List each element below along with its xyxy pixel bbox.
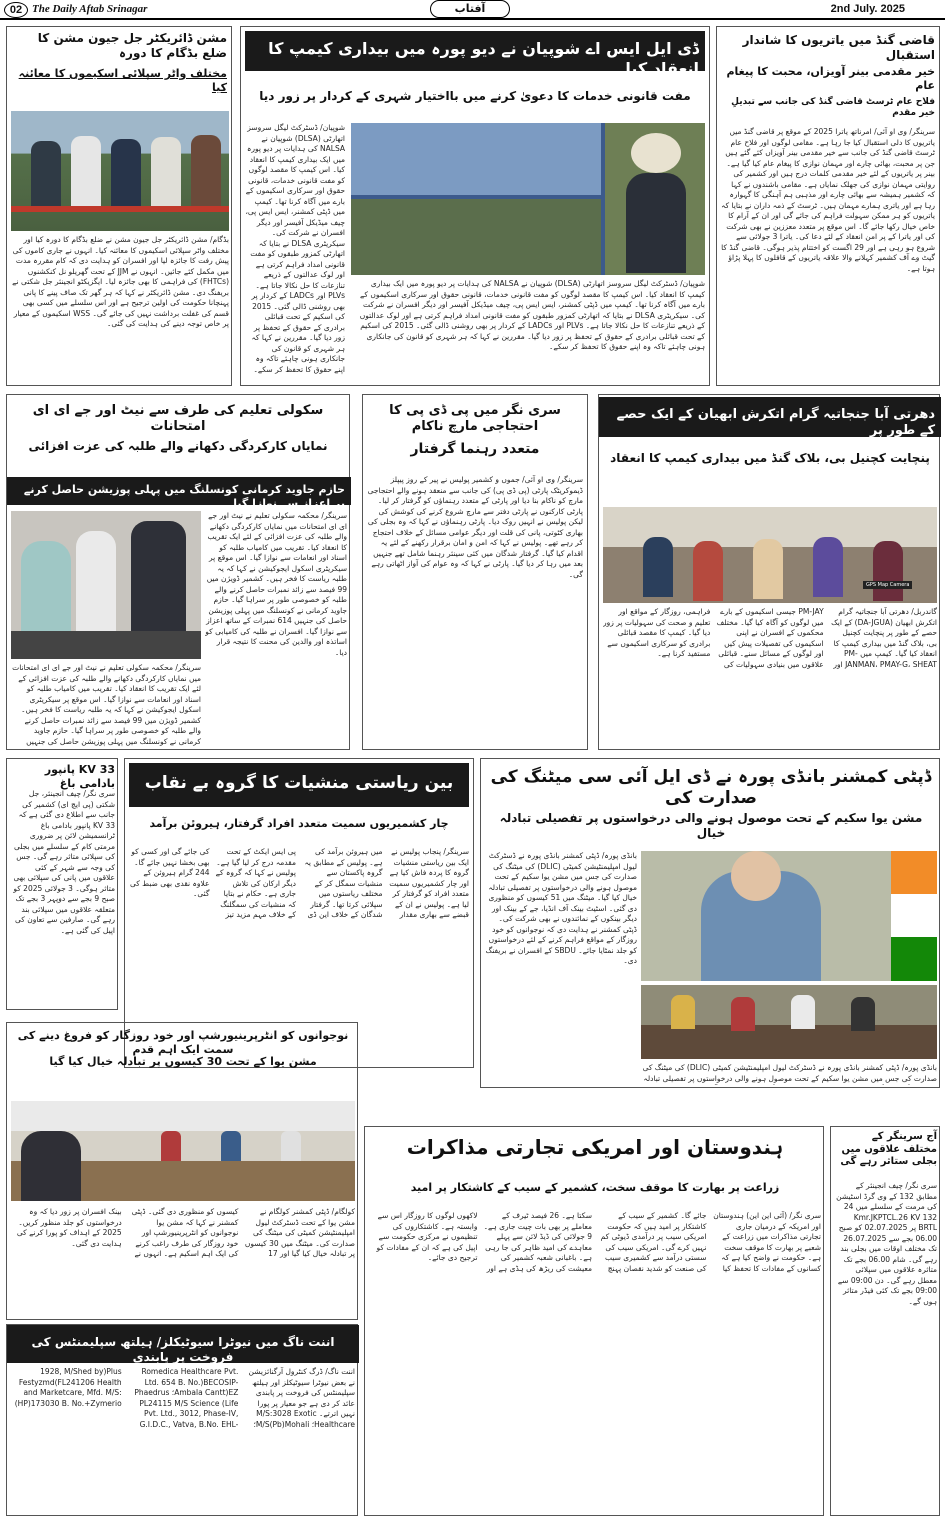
subheadline: چار کشمیریوں سمیت متعدد افراد گرفتار، ہیروئن برآمد [149, 817, 449, 830]
headline: قاضی گنڈ میں یاتریوں کا شاندار استقبال [742, 33, 935, 62]
subheadline: مفت قانونی خدمات کا دعویٰ کرنے میں بااختیار شہری کے کردار پر زور دیا [259, 89, 691, 103]
subheadline: پنچایت کچنیل بی، بلاک گنڈ میں بیداری کیمپ کا انعقاد [610, 451, 930, 465]
article-33kv [6, 758, 118, 1010]
article-mission-yuva [6, 1022, 358, 1320]
article-school-education [6, 394, 350, 750]
article-body: بانڈی پورہ/ ڈپٹی کمشنر بانڈی پورہ نے ڈسٹرکٹ لیول امپلیمنٹیشن کمیٹی (DLIC) کی میٹنگ کی صدارت کی جس میں مشن یوا سکیم کے تحت موصول ہونے والی درخواستوں پر تفصیلی تبادلہ خیال کیا گیا۔ میٹنگ میں 51 کیسوں کو منظوری دی گئی۔ اسٹیٹ بینک آف انڈیا، جے کے بینک اور دیگر بینکوں کے نمائندوں نے بھی شرکت کی۔ ڈپٹی کمشنر نے ہدایت دی کہ نوجوانوں کو خود روزگار کے مواقع فراہم کرنے کے لئے درخواستوں کو جلد نمٹایا جائے۔ SBDU کے افسران نے بریفنگ دی۔ [485, 851, 637, 965]
subheadline: مشن یوا کے تحت 30 کیسوں پر تبادلہ خیال کیا گیا [49, 1055, 317, 1068]
article-body: سرینگر/ پنجاب پولیس نے ایک بین ریاستی منشیات گروہ کا پردہ فاش کیا ہے اور چار کشمیریوں سمیت متعدد افراد کو گرفتار کر لیا ہے۔ پولیس نے ان کے قبضے سے بھاری مقدار میں ہیروئن برآمد کی ہے۔ پولیس کے مطابق یہ گروہ پاکستان سے منشیات سمگل کر کے مختلف ریاستوں میں سپلائی کرتا تھا۔ گرفتار شدگان کے خلاف این ڈی پی ایس ایکٹ کے تحت مقدمہ درج کر لیا گیا ہے۔ پولیس نے کہا کہ گروہ کے دیگر ارکان کی تلاش جاری ہے۔ حکام نے بتایا کہ منشیات کی سمگلنگ کے خلاف مہم مزید تیز کی جائے گی اور کسی کو بھی بخشا نہیں جائے گا۔ 244 گرام ہیروئن کے علاوہ نقدی بھی ضبط کی گئی۔ [129, 847, 469, 919]
news-photo [11, 511, 201, 659]
article-body: بڈگام/ مشن ڈائریکٹر جل جیون مشن نے ضلع بڈگام کا دورہ کیا اور مختلف واٹر سپلائی اسکیموں کا معائنہ کیا۔ انہوں نے جاری کاموں کی پیش رفت کا جائزہ لیا اور افسران کو ہدایت دی کہ کام مقررہ مدت میں مکمل کئے جائیں۔ انہوں نے JJM کے تحت گھریلو نل کنکشنوں (FHTCs) کی فراہمی کا بھی جائزہ لیا۔ ایگزیکٹو انجینئر جل شکتی نے بریفنگ دی۔ مشن ڈائریکٹر نے کہا کہ ہر گھر تک صاف پینے کا پانی پہنچانا حکومت کی اولین ترجیح ہے اور اس سلسلے میں کسی بھی قسم کی غفلت برداشت نہیں کی جائے گی۔ WSS اسکیموں کے معیار پر خاص توجہ دینے کی ہدایت کی گئی۔ [12, 235, 229, 328]
news-photo [603, 507, 937, 603]
headline-2: حازم جاوید کرمانی کونسلنگ میں پہلی پوزیشن حاصل کرنے پر اعزاز سے نوازا گیا [7, 477, 351, 505]
article-body: کولگام/ ڈپٹی کمشنر کولگام نے مشن یوا کے تحت ڈسٹرکٹ لیول امپلیمنٹیشن کمیٹی کی میٹنگ کی صدارت کی۔ میٹنگ میں 30 کیسوں پر تبادلہ خیال کیا گیا اور 17 کیسوں کو منظوری دی گئی۔ ڈپٹی کمشنر نے کہا کہ مشن یوا نوجوانوں کو انٹرپرینیورشپ اور خود روزگار کی طرف راغب کرنے کی ایک اہم اسکیم ہے۔ انہوں نے بینک افسران پر زور دیا کہ وہ درخواستوں کو جلد منظور کریں۔ 2025 کے اہداف کو پورا کرنے کی ہدایت دی گئی۔ [16, 1207, 355, 1258]
article-bandipora-dlic [480, 758, 940, 1088]
headline: اننت ناگ میں نیوٹرا سیوٹیکلز/ ہیلتھ سپلیمنٹس کی فروخت پر پابندی [7, 1325, 359, 1363]
meeting-photo [11, 1101, 355, 1201]
headline: سری نگر میں پی ڈی پی کا احتجاجی مارچ ناکام [389, 403, 561, 435]
article-body: سرینگر/ محکمہ سکولی تعلیم نے نیٹ اور جے ای ای امتحانات میں نمایاں کارکردگی دکھانے والے طلبہ کی عزت افزائی کے لئے ایک تقریب کا انعقاد کیا۔ تقریب میں کامیاب طلبہ کو اسناد اور انعامات سے نوازا گیا۔ اس موقع پر سیکریٹری اسکول ایجوکیشن نے کہا کہ یہ طلبہ ریاست کا فخر ہیں۔ کشمیر ڈویژن میں 99 فیصد سے زائد نمبرات حاصل کرنے والے طلبہ کو خصوصی طور پر سراہا گیا۔ حازم جاوید کرمانی نے کونسلنگ میں پہلی پوزیشن حاصل کی جنہیں 614 نمبرات کے ساتھ اعزاز سے نوازا گیا۔ افسران نے طلبہ کی کامیابی کو اساتذہ اور والدین کی محنت کا نتیجہ قرار دیا۔ [205, 511, 347, 657]
article-body: سری نگر/ (آئی این این) ہندوستان اور امریکہ کے درمیان جاری تجارتی مذاکرات میں زراعت کے شعبے پر بھارت کا موقف سخت ہے۔ حکومت نے واضح کیا ہے کہ کسانوں کے مفادات کا تحفظ کیا جائے گا۔ کشمیر کے سیب کے کاشتکار پر امید ہیں کہ حکومت امریکی سیب پر درآمدی ڈیوٹی کم نہیں کرے گی۔ امریکی سیب کی سستی درآمد سے کشمیری سیب کی صنعت کو شدید نقصان پہنچ سکتا ہے۔ 26 فیصد ٹیرف کے معاملے پر بھی بات چیت جاری ہے۔ 9 جولائی کی ڈیڈ لائن سے پہلے معاہدے کی امید ظاہر کی جا رہی ہے۔ باغبانی شعبہ کشمیر کی معیشت کی ریڑھ کی ہڈی ہے اور لاکھوں لوگوں کا روزگار اس سے وابستہ ہے۔ کاشتکاروں کی تنظیموں نے مرکزی حکومت سے اپیل کی ہے کہ ان کے مفادات کو ترجیح دی جائے۔ [376, 1211, 821, 1273]
headline: بین ریاستی منشیات کا گروہ بے نقاب [129, 763, 469, 807]
headline: دھرتی آبا جنجاتیہ گرام اتکرش ابھیان کے ایک حصے کے طور پر [599, 397, 941, 437]
article-dlsa-shopian [240, 26, 710, 386]
subheadline: مختلف واٹر سپلائی اسکیموں کا معائنہ کیا [18, 67, 227, 94]
headline: نوجوانوں کو انٹرپرینیورشپ اور خود روزگار کو فروغ دینے کی سمت ایک اہم قدم [17, 1029, 349, 1056]
news-photo [641, 851, 937, 981]
article-pdp-march [362, 394, 588, 750]
article-body: گاندربل/ دھرتی آبا جنجاتیہ گرام اتکرش ابھیان (DA-JGUA) کے ایک حصے کے طور پر پنچایت کچنیل بی، بلاک گنڈ میں بیداری کیمپ کا انعقاد کیا گیا۔ کیمپ میں PM-JANMAN، PMAY-G، SHEAT اور PM-JAY جیسی اسکیموں کے بارے میں لوگوں کو آگاہ کیا گیا۔ مختلف محکموں کے افسران نے اپنی اسکیموں کی تفصیلات پیش کیں اور لوگوں کے مسائل سنے۔ قبائلی علاقوں میں بنیادی سہولیات کی فراہمی، روزگار کے مواقع اور تعلیم و صحت کی سہولیات پر زور دیا گیا۔ کیمپ کا مقصد قبائلی برادری کو سرکاری اسکیموں سے مستفید کرنا ہے۔ [603, 607, 937, 669]
headline: سکولی تعلیم کی طرف سے نیٹ اور جے ای ای امتحانات [32, 403, 324, 435]
headline: ڈی ایل ایس اے شوپیان نے دیو پورہ میں بیداری کیمپ کا انعقاد کیا [245, 31, 705, 71]
headline: مشن ڈائریکٹر جل جیون مشن کا ضلع بڈگام کا دورہ [37, 31, 227, 60]
subheadline: نمایاں کارکردگی دکھانے والے طلبہ کی عزت افزائی [28, 439, 328, 453]
article-jal-jeevan [6, 26, 232, 386]
photo-watermark: GPS Map Camera [863, 581, 912, 589]
article-power-cut [830, 1126, 940, 1516]
paper-name: The Daily Aftab Srinagar [32, 3, 148, 15]
article-body: سری نگر/ چیف انجینئر کے مطابق 132 کے وی گرڈ اسٹیشن کی مرمت کے سلسلے میں 24 132 Kmr.JKPTCL.26 KV BRTL پر 02.07.2025 کو صبح 06.00 بجے سے 26.07.2025 تک مختلف اوقات میں بجلی بند رہے گی۔ شام 06.00 بجے تک متاثرہ علاقوں میں سپلائی معطل رہے گی۔ دن 09:00 سے 09:00 بجے تک کئی فیڈر متاثر ہوں گے۔ [836, 1181, 937, 1306]
subheadline: متعدد رہنما گرفتار [410, 441, 540, 457]
subheadline: خیر مقدمی بینر آویزاں، محبت کا پیغام عام [726, 65, 935, 92]
headline: 33 KV پانپور بادامی باغ [44, 763, 115, 790]
paper-logo: آفتاب [430, 0, 510, 18]
article-body: سرینگر/ وی او آئی/ امرناتھ یاترا 2025 کے موقع پر قاضی گنڈ میں یاتریوں کا دلی استقبال کیا جا رہا ہے۔ مقامی لوگوں اور فلاح عام ٹرسٹ قاضی گنڈ کی جانب سے خیر مقدمی بینر آویزاں کئے گئے ہیں جن پر محبت، بھائی چارے اور مہمان نوازی کا پیغام عام کیا گیا ہے۔ بینر پر یاتریوں کے لئے خیر مقدمی کلمات درج ہیں اور کشمیر کی روایتی مہمان نوازی کی جھلک نمایاں ہے۔ مقامی باشندوں نے کہا کہ کشمیر ہمیشہ سے بھائی چارے اور مذہبی ہم آہنگی کا گہوارہ رہا ہے اور یاتری ہمارے مہمان ہیں۔ ٹرسٹ کے ذمہ داران نے بتایا کہ یاتریوں کو ہر ممکن سہولت فراہم کی جائے گی اور ان کے آرام کا خاص خیال رکھا جائے گا۔ اس موقع پر متعدد معززین نے بھی شرکت کی اور یاترا کے پر امن انعقاد کے لئے دعا کی۔ یاترا 3 جولائی سے شروع ہو رہی ہے اور 29 اگست کو اختتام پذیر ہوگی۔ قاضی گنڈ کا گیٹ وے آف کشمیر کہلانے والا علاقہ یاتریوں کے قافلوں کا پہلا پڑاؤ ہوتا ہے۔ [721, 127, 935, 273]
article-body: سرینگر/ وی او آئی/ جموں و کشمیر پولیس نے پیر کے روز پیپلز ڈیموکریٹک پارٹی (پی ڈی پی) کی جانب سے منعقد ہونے والے احتجاجی مارچ کو ناکام بنا دیا اور پارٹی کے متعدد رہنماؤں کو گرفتار کر لیا۔ پارٹی کارکنوں نے پارٹی دفتر سے مارچ شروع کرنے کی کوشش کی لیکن پولیس نے انہیں روک دیا۔ پارٹی رہنماؤں نے کہا کہ وہ بجلی کی بھاری کٹوتی، پانی کی قلت اور دیگر عوامی مسائل کے خلاف احتجاج کر رہے تھے۔ پولیس نے کہا کہ امن و امان برقرار رکھنے کے لئے یہ اقدام کیا گیا۔ گرفتار شدگان میں کئی سینئر رہنما شامل تھے جنہیں بعد میں رہا کر دیا گیا۔ پارٹی نے کہا کہ وہ عوام کی آواز اٹھاتی رہے گی۔ [367, 475, 583, 579]
page-number: 02 [4, 2, 28, 18]
article-body: سری نگر/ چیف انجینئر، جل شکتی (پی ایچ ای) کشمیر کی جانب سے اطلاع دی گئی ہے کہ 33 KV پانپور بادامی باغ ٹرانسمیشن لائن پر ضروری مرمتی کام کے سلسلے میں بجلی کی سپلائی متاثر رہے گی۔ جس کی وجہ سے شہر کے کئی علاقوں میں پانی کی سپلائی بھی متاثر ہوگی۔ 3 جولائی 2025 کو صبح 9 بجے سے دوپہر 3 بجے تک متعلقہ علاقوں میں سپلائی بند رہے گی۔ صارفین سے تعاون کی اپیل کی گئی ہے۔ [13, 789, 115, 935]
issue-date: 2nd July. 2025 [830, 3, 905, 15]
article-da-jgua-camp [598, 394, 940, 750]
headline: ڈپٹی کمشنر بانڈی پورہ نے ڈی ایل آئی سی میٹنگ کی صدارت کی [490, 767, 932, 809]
article-body-continued: سرینگر/ محکمہ سکولی تعلیم نے نیٹ اور جے ای ای امتحانات میں نمایاں کارکردگی دکھانے والے طلبہ کی عزت افزائی کے لئے ایک تقریب کا انعقاد کیا۔ تقریب میں کامیاب طلبہ کو اسناد اور انعامات سے نوازا گیا۔ اس موقع پر سیکریٹری اسکول ایجوکیشن نے کہا کہ یہ طلبہ ریاست کا فخر ہیں۔ کشمیر ڈویژن میں 99 فیصد سے زائد نمبرات حاصل کرنے والے طلبہ کو خصوصی طور پر سراہا گیا۔ حازم جاوید کرمانی نے کونسلنگ میں پہلی پوزیشن حاصل کی جنہیں [12, 663, 201, 746]
photo-caption: بانڈی پورہ/ ڈپٹی کمشنر بانڈی پورہ نے ڈسٹرکٹ لیول امپلیمنٹیشن کمیٹی (DLIC) کی میٹنگ کی صدارت کی جس میں مشن یوا سکیم کے تحت موصول ہونے والی درخواستوں پر تفصیلی تبادلہ [642, 1063, 937, 1083]
article-body: اننت ناگ/ ڈرگ کنٹرول آرگنائزیشن نے بعض نیوٹرا سیوٹیکلز اور ہیلتھ سپلیمنٹس کی فروخت پر پابندی عائد کر دی ہے جو معیار پر پورا نہیں اترتے۔ M/S:3028 Exotic Healthcare؛ M/S(Pb)Mohali؛ Romedica Healthcare Pvt. Ltd. 654 B. No.)BECOSIP-EZ(Ambala Cantt؛ Phaedrus Life) PL24115 M/S Science Pvt. Ltd., 3012, Phase-IV, G.I.D.C., Vatva, B.No. EHL-1928, M/Shed by)Plus Festyzmd(FL241206 Health and Marketcare, Mfd. M/S: (HP)173030 B. No.+Zymerio [14, 1367, 355, 1429]
subheadline: مشن یوا سکیم کے تحت موصول ہونے والی درخواستوں پر تفصیلی تبادلہ خیال [499, 811, 923, 840]
news-photo [11, 111, 229, 231]
article-india-us-trade [364, 1126, 824, 1516]
article-body-continued: شوپیان/ ڈسٹرکٹ لیگل سروسز اتھارٹی (DLSA) شوپیان نے NALSA کی ہدایات پر دیو پورہ میں ایک بیداری کیمپ کا انعقاد کیا۔ اس کیمپ کا مقصد لوگوں کو مفت قانونی خدمات، قانونی حقوق اور سرکاری اسکیموں کے بارے میں آگاہ کرنا تھا۔ کیمپ میں ڈپٹی کمشنر، ایس ایس پی، چیف میڈیکل آفیسر اور دیگر افسران نے شرکت کی۔ سیکریٹری DLSA نے بتایا کہ اتھارٹی کمزور طبقوں کو مفت قانونی امداد فراہم کرتی ہے اور لوک عدالتوں کے ذریعے تنازعات کا حل نکالا جاتا ہے۔ PLVs اور LADCs کے کردار پر بھی روشنی ڈالی گئی۔ 2015 کی اسکیم کے تحت قبائلی برادری کے حقوق کے تحفظ پر زور دیا گیا۔ مقررین نے کہا کہ ہر شہری کو قانون کی جانکاری ہونی چاہئے تاکہ وہ اپنے حقوق کا تحفظ کر سکے۔ [359, 279, 705, 351]
headline: آج سرینگر کے مختلف علاقوں میں بجلی ستاثر رہے گی [840, 1131, 937, 1167]
news-photo [351, 123, 705, 275]
subheadline: زراعت پر بھارت کا موقف سخت، کشمیر کے سیب کے کاشتکار پر امید [410, 1181, 780, 1194]
article-body: شوپیان/ ڈسٹرکٹ لیگل سروسز اتھارٹی (DLSA) شوپیان نے NALSA کی ہدایات پر دیو پورہ میں ایک بیداری کیمپ کا انعقاد کیا۔ اس کیمپ کا مقصد لوگوں کو مفت قانونی خدمات، قانونی حقوق اور سرکاری اسکیموں کے بارے میں آگاہ کرنا تھا۔ کیمپ میں ڈپٹی کمشنر، ایس ایس پی، چیف میڈیکل آفیسر اور دیگر افسران نے شرکت کی۔ سیکریٹری DLSA نے بتایا کہ اتھارٹی کمزور طبقوں کو مفت قانونی امداد فراہم کرتی ہے اور لوک عدالتوں کے ذریعے تنازعات کا حل نکالا جاتا ہے۔ PLVs اور LADCs کے کردار پر بھی روشنی ڈالی گئی۔ 2015 کی اسکیم کے تحت قبائلی برادری کے حقوق کے تحفظ پر زور دیا گیا۔ مقررین نے کہا کہ ہر شہری کو قانون کی جانکاری ہونی چاہئے تاکہ وہ اپنے حقوق کا تحفظ کر سکے۔ [245, 123, 345, 374]
headline: ہندوستان اور امریکی تجارتی مذاکرات [406, 1135, 784, 1159]
kicker: فلاح عام ٹرسٹ قاضی گنڈ کی جانب سے تبدیلِ خیر مقدم [731, 97, 935, 119]
article-qazigund [716, 26, 940, 386]
article-anantnag-ban [6, 1324, 358, 1516]
meeting-photo [641, 985, 937, 1059]
